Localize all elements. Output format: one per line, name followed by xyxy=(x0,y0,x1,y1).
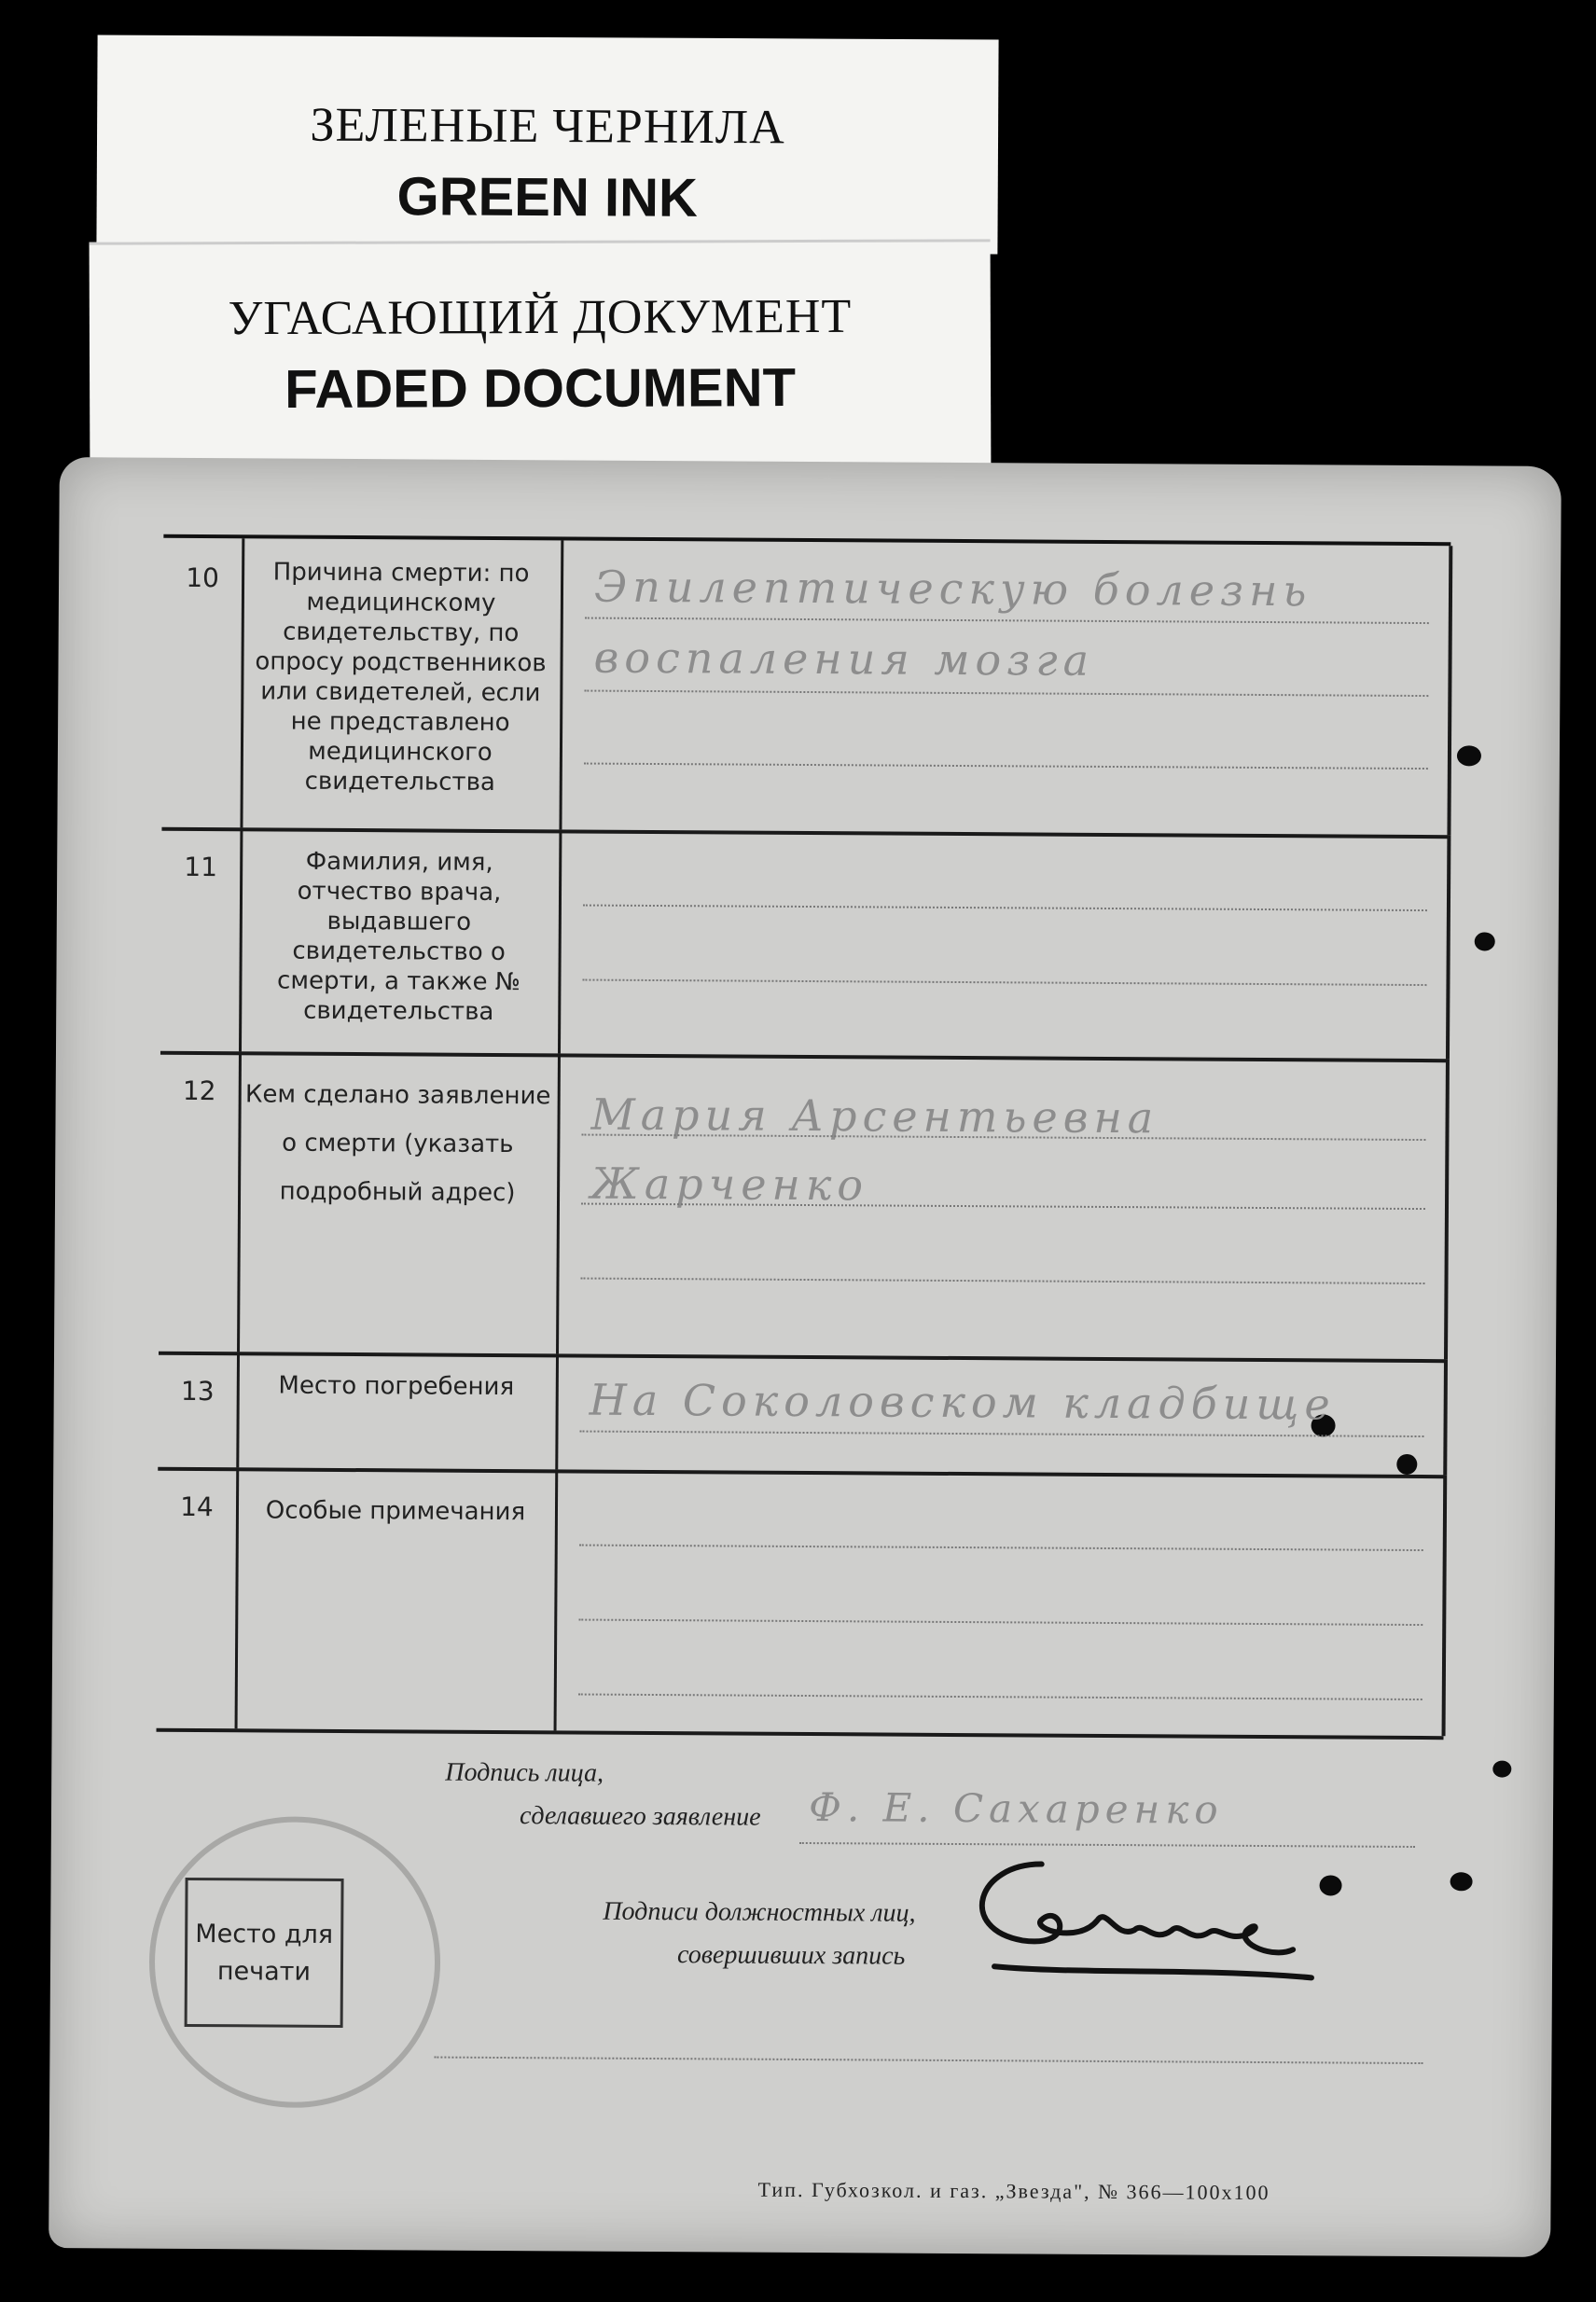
table-row xyxy=(157,1467,1446,1740)
handwritten-entry: Эпилептическую болезнь xyxy=(593,561,1312,617)
faded-document-label-card xyxy=(90,239,992,479)
row-label: Причина смерти: по медицинскому свидетельству, по опросу родственников или свидетелей, если не представлено медицинского свидетельства xyxy=(255,558,547,797)
printer-imprint: Тип. Губхозкол. и газ. „Звезда", № 366—100х100 xyxy=(757,2177,1270,2205)
stamp-label: Место для xyxy=(195,1920,334,1949)
table-row xyxy=(158,1352,1446,1478)
row-number: 13 xyxy=(180,1375,215,1408)
stamp-placeholder xyxy=(185,1878,344,2028)
table-row xyxy=(161,538,1450,839)
officials-caption: совершивших запись xyxy=(676,1940,906,1971)
applicant-caption: Подпись лица, xyxy=(445,1757,604,1788)
punch-hole xyxy=(1475,932,1495,950)
green-ink-en: GREEN INK xyxy=(396,166,698,229)
table-row xyxy=(160,827,1449,1062)
row-number: 10 xyxy=(186,562,220,594)
punch-hole xyxy=(1450,1872,1473,1891)
row-label: Кем сделано заявление о смерти (указать подробный адрес) xyxy=(244,1080,551,1208)
handwritten-entry: воспаления мозга xyxy=(593,631,1095,686)
row-label: Особые примечания xyxy=(265,1496,526,1527)
handwritten-entry: Мария Арсентьевна xyxy=(590,1089,1159,1144)
row-label: Место погребения xyxy=(278,1371,515,1402)
table-row xyxy=(159,1051,1448,1363)
punch-hole xyxy=(1457,745,1481,766)
applicant-signature: Ф. Е. Сахаренко xyxy=(808,1784,1224,1833)
official-signature xyxy=(938,1854,1340,2006)
death-record-page xyxy=(49,457,1561,2257)
green-ink-ru: ЗЕЛЕНЫЕ ЧЕРНИЛА xyxy=(310,98,785,155)
green-ink-label-card xyxy=(96,35,998,254)
row-label: Фамилия, имя, отчество врача, выдавшего свидетельство о смерти, а также № свидетельства xyxy=(277,847,520,1026)
row-number: 12 xyxy=(182,1075,216,1107)
faded-document-ru: УГАСАЮЩИЙ ДОКУМЕНТ xyxy=(228,289,853,346)
death-record-table xyxy=(156,534,1450,1749)
signature-section xyxy=(154,1738,1444,2174)
punch-hole xyxy=(1492,1761,1511,1778)
stamp-label: печати xyxy=(216,1957,312,1987)
applicant-caption: сделавшего заявление xyxy=(519,1801,761,1832)
handwritten-entry: Жарченко xyxy=(590,1158,869,1211)
faded-document-en: FADED DOCUMENT xyxy=(285,357,797,420)
officials-caption: Подписи должностных лиц, xyxy=(603,1896,916,1928)
handwritten-entry: На Соколовском кладбище xyxy=(589,1374,1336,1430)
row-number: 11 xyxy=(184,851,218,883)
row-number: 14 xyxy=(180,1491,214,1523)
